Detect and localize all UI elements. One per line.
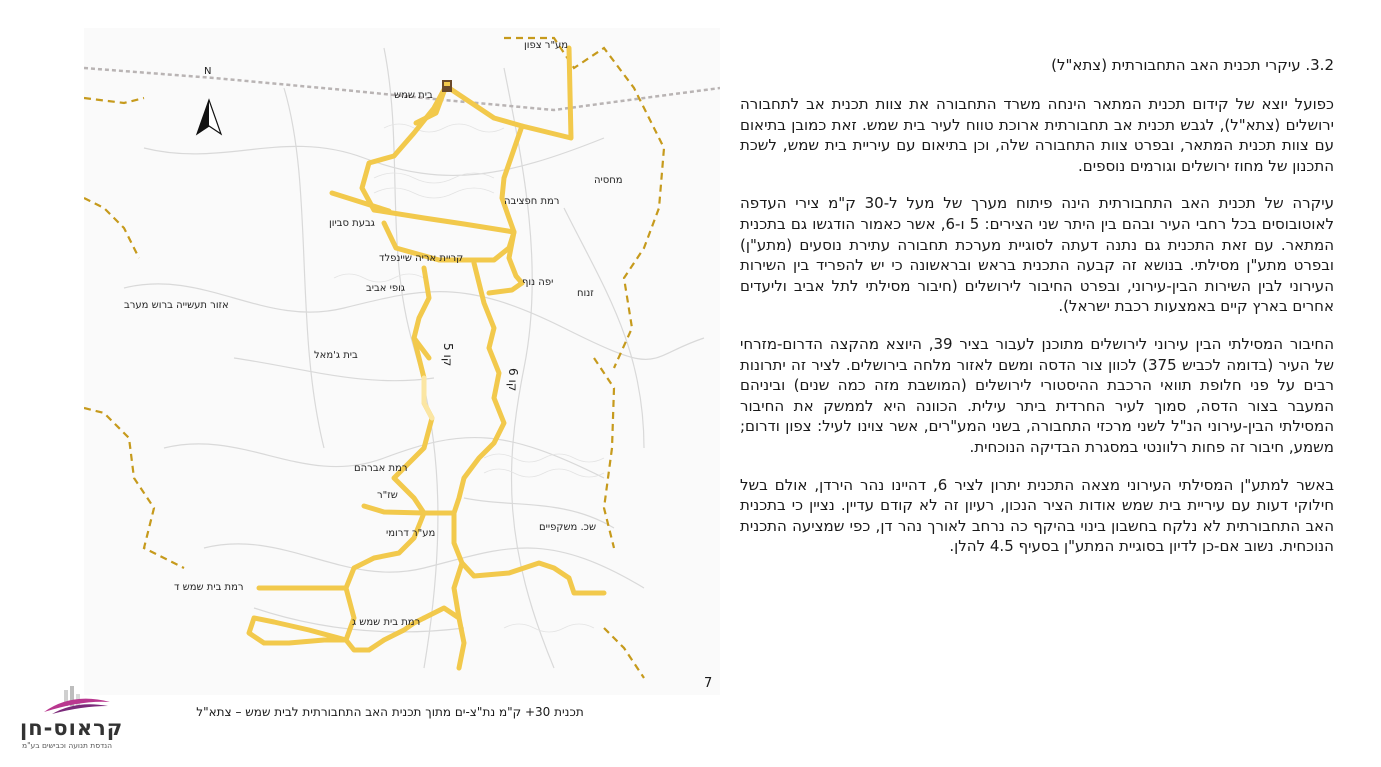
bus-priority-routes <box>249 48 604 668</box>
map-label-mishkafayim: שכ. משקפיים <box>539 522 597 533</box>
railway-line <box>84 68 720 110</box>
street-network <box>124 48 704 668</box>
route-map <box>84 28 720 695</box>
route-label-line-5: קו 5 <box>441 343 455 367</box>
company-logo <box>12 686 142 756</box>
map-label-shazar: שז"ר <box>377 490 398 501</box>
paragraph-2: עיקרה של תכנית האב התחבורתית הינה פיתוח מערך של מעל ל-30 ק"מ צירי העדפה לאוטובוסים בכל רחבי העיר ובהם בין היתר שני הצירים: 5 ו-6, אשר כאמור הודגשו גם בתכנית המתאר. עם זאת התכנית גם נתנה דעתה לסוגיית מערכת תחבורה עתירת נוסעים (מתע"ן) ובפרט מתע"ן מסילתי. בנושא זה קבעה התכנית בראש ובראשונה כי יש להפריד בין השירות העירוני לבין השירות הבין-עירוני, ובפרט החיבור לירושלים (חיבור מסילתי לתל אביב וליעדים אחרים בארץ קיים באמצעות רכבת ישראל). <box>740 194 1334 316</box>
map-label-beit-jimal: בית ג'מאל <box>314 350 358 361</box>
map-caption: תכנית 30+ ק"מ נת"צ-ים מתוך תכנית האב התחבורתית לבית שמש – צתא"ל <box>196 705 584 719</box>
map-label-industrial-zone: אזור תעשייה ברוש מערב <box>124 300 229 311</box>
map-label-gufei-aviv: גופי אביב <box>366 283 405 294</box>
section-heading: 3.2. עיקרי תכנית האב התחבורתית (צתא"ל) <box>1051 56 1334 74</box>
map-label-ramat-avraham: רמת אברהם <box>354 463 408 474</box>
map-label-beit-shemesh: בית שמש <box>394 90 433 101</box>
station-marker-icon <box>442 80 452 92</box>
map-label-kiryat-aryeh: קריית אריה שיינפלד <box>379 253 464 264</box>
map-label-zanoah: זנוח <box>577 288 594 299</box>
route-segment-light <box>424 378 432 418</box>
map-label-ramat-beit-shemesh-c: רמת בית שמש ג <box>352 617 421 628</box>
route-label-line-6: קו 6 <box>506 368 520 392</box>
map-label-south-cbd: מע"ר דרומי <box>386 528 436 539</box>
map-label-north-cbd: מע"ר צפון <box>524 40 569 51</box>
map-label-ramat-hefziba: רמת חפציבה <box>504 196 560 207</box>
city-boundary <box>84 38 664 678</box>
logo-swoosh-icon <box>42 686 112 716</box>
paragraph-3: החיבור המסילתי הבין עירוני לירושלים מתוכנן לעבור בציר 39, היוצא מהקצה הדרום-מזרחי של העיר (בדומה לכביש 375) לכוון צור הדסה ומשם לאזור מלחה בירושלים. לציר זה יתרונות רבים על פני חלופת תוואי הרכבת ההיסטורי לירושלים (המושבת מזה כמה שנים) וביניהם המעבר בצור הדסה, סמוך לעיר החרדית ביתר עילית. הכוונה היא לממשק את החיבור המסילתי הבין-עירוני הנ"ל לשני מרכזי התחבורה, בשני המע"רים, אשר צוינו לעיל: צפון ודרום; משמע, חיבור זה פחות רלוונטי במסגרת הבדיקה הנוכחית. <box>740 334 1334 456</box>
paragraph-1: כפועל יוצא של קידום תכנית המתאר הינחה משרד התחבורה את צוות תכנית אב לתחבורה ירושלים (צתא"ל), לגבש תכנית אב תחבורתית ארוכת טווח לעיר בית שמש. זאת כמובן בתיאום עם צוות תכנית המתאר, ובפרט צוות התחבורה שלה, וכן בתיאום עם עיריית בית שמש, לשכת התכנון של מחוז ירושלים וגורמים נוספים. <box>740 95 1334 175</box>
logo-tagline: הנדסת תנועה וכבישים בע"מ <box>22 741 113 750</box>
text-panel <box>740 56 1334 574</box>
map-label-givat-savion: גבעת סביון <box>329 218 375 229</box>
map-label-mahseya: מחסיה <box>594 175 623 186</box>
paragraph-4: באשר למתע"ן המסילתי העירוני מצאה התכנית יתרון לציר 6, דהיינו נהר הירדן, אולם בשל חילוקי דעות עם עיריית בית שמש אודות הציר הנכון, רעיון זה לא קודם עדיין. נציין כי בתכנית האב התחבורתית לא נלקח בחשבון בינוי בהיקף כה נרחב לאורך נהר דן, כפי שמציעה התכנית הנוכחית. נשוב אם-כן לדיון בסוגיית המתע"ן בסעיף 4.5 להלן. <box>740 475 1334 556</box>
map-label-yafe-nof: יפה נוף <box>522 277 554 288</box>
north-arrow-icon <box>197 100 221 134</box>
logo-name: קראוס-חן <box>20 716 124 740</box>
north-label: N <box>204 66 212 77</box>
map-label-ramat-beit-shemesh-d: רמת בית שמש ד <box>174 582 244 593</box>
page-number: 7 <box>704 676 713 691</box>
